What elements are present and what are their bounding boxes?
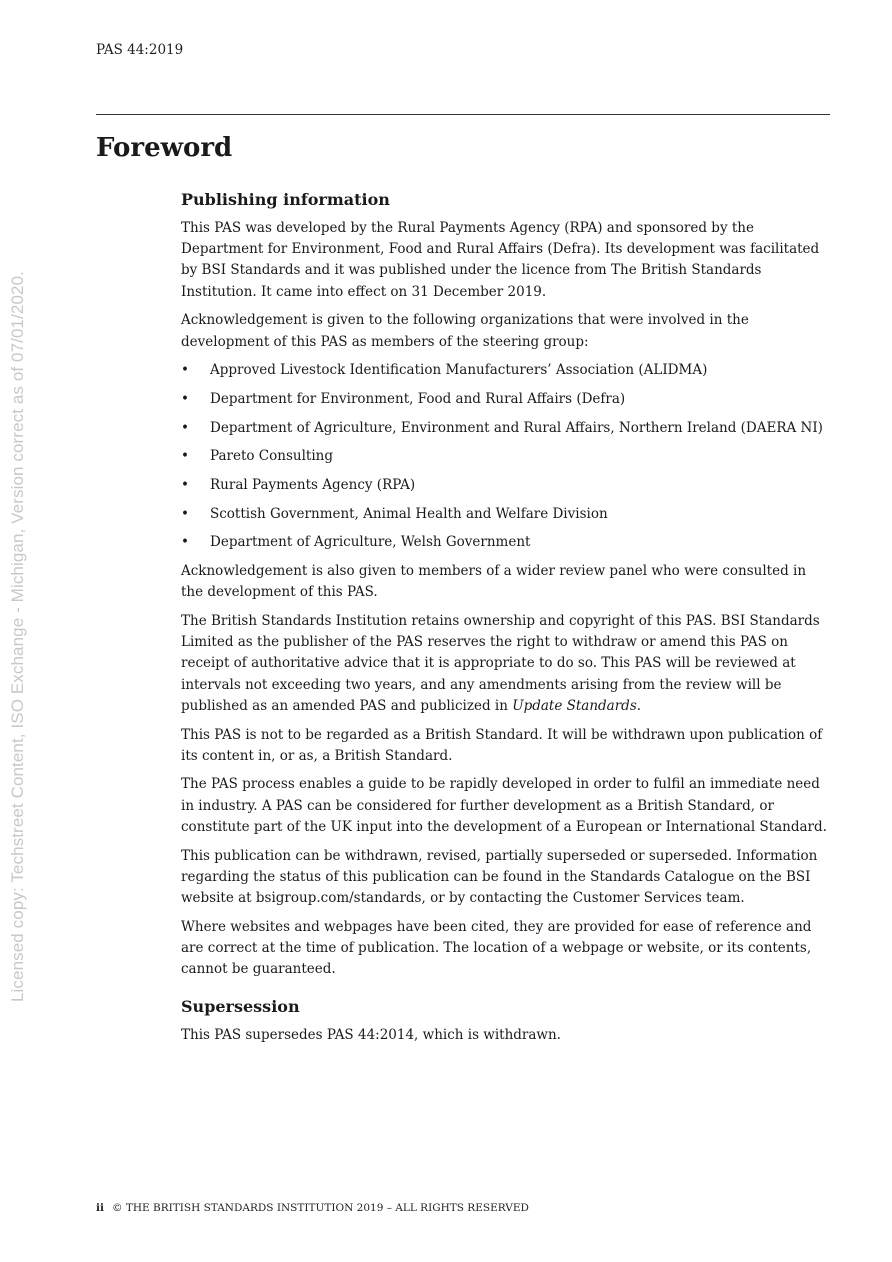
license-watermark: Licensed copy: Techstreet Content, ISO Exchange - Michigan, Version correct as of 07/01/2020. — [8, 271, 27, 1002]
publishing-paragraph-5: This PAS is not to be regarded as a British Standard. It will be withdrawn upon publication of its content in, or as, a British Standard. — [181, 726, 823, 764]
publishing-paragraph-7: This publication can be withdrawn, revised, partially superseded or superseded. Information regarding the status of this publication can be found in the Standards Catalogue on the BSI website at bsigroup.com/standards, or by contacting the Customer Services team. — [181, 847, 818, 906]
page-footer — [96, 1202, 529, 1214]
publishing-paragraph-6: The PAS process enables a guide to be rapidly developed in order to fulfil an immediate need in industry. A PAS can be considered for further development as a British Standard, or constitute part of the UK input into the development of a European or International Standard. — [181, 776, 827, 835]
list-item: • Pareto Consulting — [181, 446, 831, 467]
bullet-icon: • — [181, 534, 189, 551]
supersession-heading: Supersession — [181, 997, 300, 1017]
list-item: • Rural Payments Agency (RPA) — [181, 475, 831, 496]
publishing-paragraph-1: This PAS was developed by the Rural Payments Agency (RPA) and sponsored by the Department for Environment, Food and Rural Affairs (Defra). Its development was facilitated by BSI Standards and it was published under the licence from The British Standards Institution. It came into effect on 31 December 2019. — [181, 220, 820, 300]
bullet-icon: • — [181, 505, 189, 522]
bullet-icon: • — [181, 362, 189, 379]
copyright-notice: © THE BRITISH STANDARDS INSTITUTION 2019 – ALL RIGHTS RESERVED — [111, 1202, 529, 1214]
publishing-paragraph-8: Where websites and webpages have been cited, they are provided for ease of reference and are correct at the time of publication. The location of a webpage or website, or its contents, cannot be guaranteed. — [181, 918, 812, 978]
publishing-paragraph-2: Acknowledgement is given to the following organizations that were involved in the development of this PAS as members of the steering group: — [181, 312, 749, 350]
list-item: • Department of Agriculture, Environment and Rural Affairs, Northern Ireland (DAERA NI) — [181, 418, 831, 439]
bullet-icon: • — [181, 390, 189, 407]
document-code: PAS 44:2019 — [96, 42, 184, 58]
list-item: • Approved Livestock Identification Manufacturers’ Association (ALIDMA) — [181, 360, 831, 381]
steering-group-list — [181, 360, 831, 553]
update-standards-title: Update Standards — [512, 697, 637, 714]
publishing-heading: Publishing information — [181, 190, 390, 209]
bullet-icon: • — [181, 477, 189, 494]
list-item: • Department for Environment, Food and Rural Affairs (Defra) — [181, 389, 831, 410]
publishing-paragraph-4: The British Standards Institution retains ownership and copyright of this PAS. BSI Standards Limited as the publisher of the PAS reserves the right to withdraw or amend this PAS on receipt of authoritative advice that it is appropriate to do so. This PAS will be reviewed at intervals not exceeding two years, and any amendments arising from the review will be published as an amended PAS and publicized in Update Standards. — [181, 613, 820, 714]
list-item: • Scottish Government, Animal Health and Welfare Division — [181, 504, 831, 525]
bullet-icon: • — [181, 448, 189, 465]
foreword-body — [181, 189, 831, 1054]
publishing-paragraph-3: Acknowledgement is also given to members of a wider review panel who were consulted in the development of this PAS. — [181, 563, 807, 601]
list-item: • Department of Agriculture, Welsh Government — [181, 532, 831, 553]
supersession-text: This PAS supersedes PAS 44:2014, which is withdrawn. — [181, 1027, 561, 1044]
page-number: ii — [96, 1202, 104, 1214]
page-title: Foreword — [96, 133, 233, 163]
bullet-icon: • — [181, 419, 189, 436]
header-rule — [96, 114, 830, 115]
